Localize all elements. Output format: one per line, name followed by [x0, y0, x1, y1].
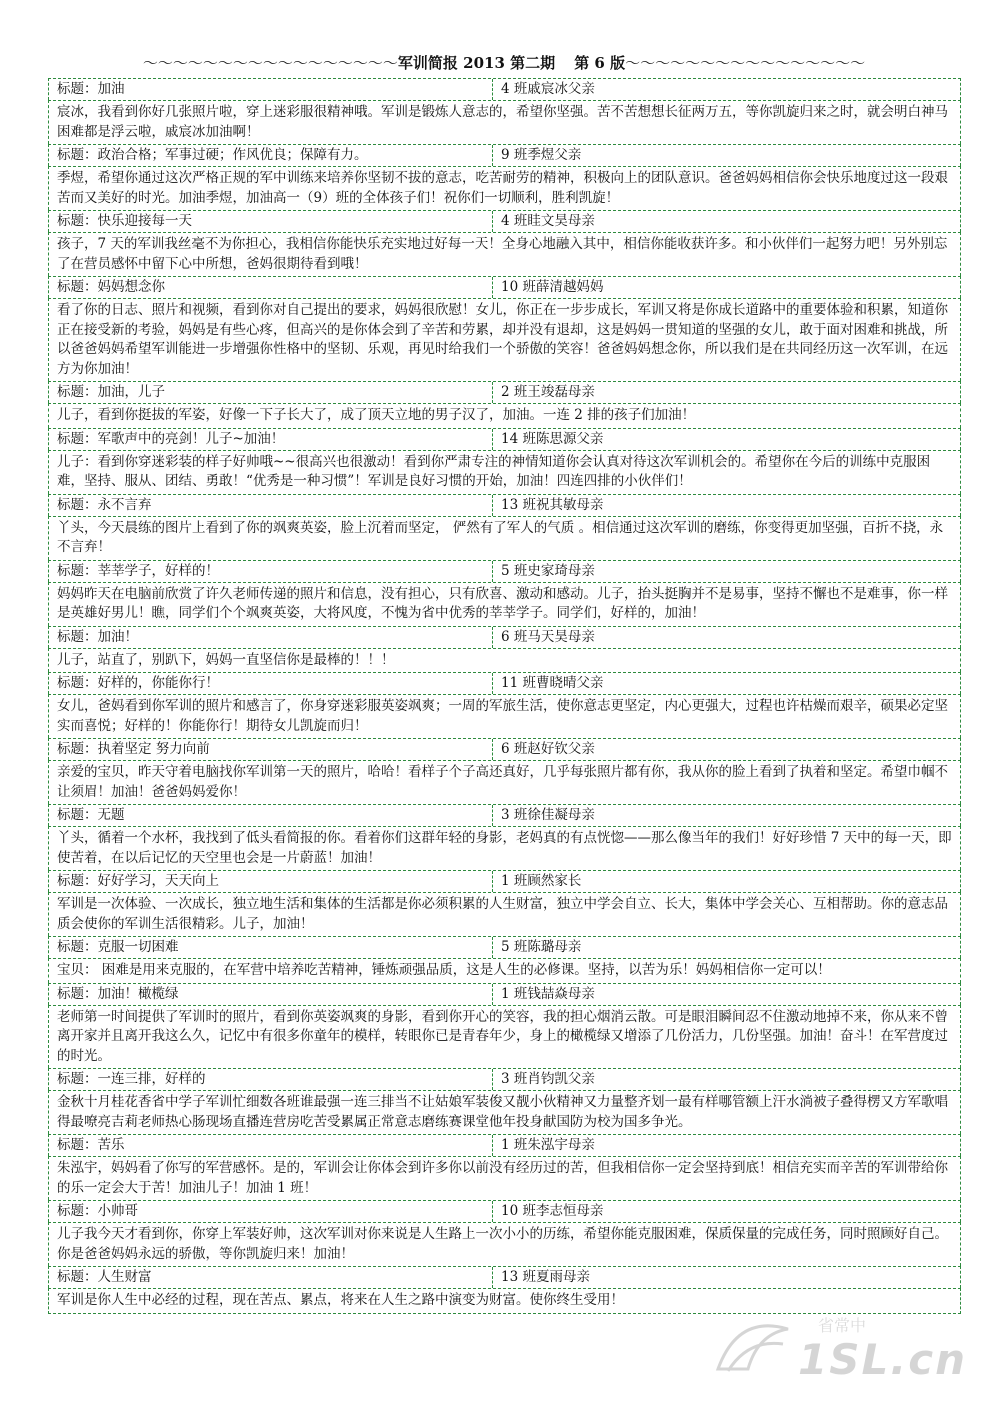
entry-author: 9 班季煜父亲 [501, 147, 582, 163]
entry-header-row [48, 210, 961, 232]
entry-author: 1 班钱喆焱母亲 [501, 985, 595, 1002]
entry-title: 标题：加油！橄榄绿 [49, 984, 493, 1005]
entry-author: 10 班李志恒母亲 [501, 1203, 604, 1219]
entry-header-row [48, 1134, 961, 1156]
entry-body: 丫头，今天晨练的图片上看到了你的飒爽英姿，脸上沉着而坚定， 俨然有了军人的气质 。相信通过这次军训的磨练，你变得更加坚强，百折不挠，永不言弃！ [48, 516, 961, 560]
entry-title: 标题：好好学习，天天向上 [49, 871, 493, 892]
entry-header-row [48, 1200, 961, 1222]
entry-author: 10 班薛清越妈妈 [501, 279, 604, 295]
site-watermark [708, 1305, 978, 1385]
entry-body: 丫头，循着一个水杯，我找到了低头看简报的你。看着你们这群年轻的身影，老妈真的有点恍惚——那么像当年的我们！好好珍惜 7 天中的每一天，即使苦着，在以后记忆的天空里也会是一片蔚蓝！加油！ [48, 826, 961, 870]
entry-title: 标题：永不言弃 [49, 495, 493, 516]
entry-title: 标题：小帅哥 [49, 1201, 493, 1222]
entry-header-row [48, 672, 961, 694]
entry-body: 军训是一次体验、一次成长，独立地生活和集体的生活都是你必须积累的人生财富，独立中学会自立、长大，集体中学会关心、互相帮助。你的意志品质会使你的军训生活很精彩。儿子，加油！ [48, 892, 961, 936]
entry-title: 标题：执着坚定 努力向前 [49, 739, 493, 760]
watermark-text: 1SL.cn [798, 1335, 967, 1384]
entry-header-row [48, 560, 961, 582]
entry-body: 宝贝： 困难是用来克服的，在军营中培养吃苦精神，锤炼顽强品质，这是人生的必修课。坚持，以苦为乐！妈妈相信你一定可以！ [48, 958, 961, 983]
header-wave-right: ～～～～～～～～～～～～～～～～ [625, 54, 866, 72]
entry-body: 宸冰，我看到你好几张照片啦，穿上迷彩服很精神哦。军训是锻炼人意志的，希望你坚强。苦不苦想想长征两万五，等你凯旋归来之时，就会明白神马困难都是浮云啦，戚宸冰加油啊！ [48, 100, 961, 144]
entry-body: 看了你的日志、照片和视频，看到你对自己提出的要求，妈妈很欣慰！女儿，你正在一步步成长，军训又将是你成长道路中的重要体验和积累，知道你正在接受新的考验，妈妈是有些心疼，但高兴的是你体会到了辛苦和劳累，却并没有退却，这是妈妈一贯知道的坚强的女儿，敢于面对困难和挑战，所以爸爸妈妈希望军训能进一步增强你性格中的坚韧、乐观，再见时给我们一个骄傲的笑容！爸爸妈妈想念你，所以我们是在共同经历这一次军训，在远方为你加油！ [48, 298, 961, 381]
entry-header-row [48, 870, 961, 892]
entry-title: 标题：无题 [49, 805, 493, 826]
entry-author: 11 班曹晓晴父亲 [501, 675, 604, 691]
entry-header-row [48, 428, 961, 450]
entry-author: 14 班陈思源父亲 [501, 430, 604, 447]
entry-body: 儿子，看到你挺拔的军姿，好像一下子长大了，成了顶天立地的男子汉了，加油。一连 2 排的孩子们加油！ [48, 403, 961, 428]
entry-title: 标题：苦乐 [49, 1135, 493, 1156]
entry-body: 季煜，希望你通过这次严格正规的军中训练来培养你坚韧不拔的意志，吃苦耐劳的精神，积极向上的团队意识。爸爸妈妈相信你会快乐地度过这一段艰苦而又美好的时光。加油季煜，加油高一（9）班的全体孩子们！祝你们一切顺利，胜利凯旋！ [48, 166, 961, 210]
header-title: 军训简报 2013 第二期 [397, 54, 556, 72]
entry-header-row [48, 626, 961, 648]
entry-title: 标题：军歌声中的亮剑！儿子~加油！ [49, 429, 493, 450]
entry-author: 4 班眭文昊母亲 [501, 213, 595, 229]
entry-author: 13 班祝其敏母亲 [501, 496, 604, 513]
watermark-sub: 省常中 [818, 1316, 867, 1335]
entry-body: 儿子：看到你穿迷彩装的样子好帅哦~~很高兴也很激动！看到你严肃专注的神情知道你会认真对待这次军训机会的。希望你在今后的训练中克服困难，坚持、服从、团结、勇敢！“优秀是一种习惯”！军训是良好习惯的开始，加油！四连四排的小伙伴们！ [48, 450, 961, 494]
entry-body: 儿子我今天才看到你，你穿上军装好帅，这次军训对你来说是人生路上一次小小的历练，希望你能克服困难，保质保量的完成任务，同时照顾好自己。你是爸爸妈妈永远的骄傲，等你凯旋归来！加油！ [48, 1222, 961, 1266]
entry-title: 标题：快乐迎接每一天 [49, 211, 493, 232]
entry-author: 13 班夏雨母亲 [501, 1269, 590, 1285]
entry-header-row [48, 1266, 961, 1288]
entry-header-row [48, 276, 961, 298]
entry-title: 标题：克服一切困难 [49, 937, 493, 958]
entry-title: 标题：好样的，你能你行！ [49, 673, 493, 694]
entry-title: 标题：莘莘学子，好样的！ [49, 561, 493, 582]
entry-author: 4 班戚宸冰父亲 [501, 81, 595, 97]
entry-title: 标题：加油 [49, 79, 493, 100]
entry-author: 5 班陈璐母亲 [501, 939, 582, 955]
entry-body: 老师第一时间提供了军训时的照片，看到你英姿飒爽的身影，看到你开心的笑容，我的担心烟消云散。可是眼泪瞬间忍不住激动地掉不来，你从来不曾离开家并且离开我这么久，记忆中有很多你童年的模样，转眼你已是青春年少，身上的橄榄绿又增添了几份活力，几份坚强。加油！奋斗！在军营度过的时光。 [48, 1005, 961, 1069]
entry-title: 标题：政治合格；军事过硬；作风优良；保障有力。 [49, 145, 493, 166]
entry-header-row [48, 738, 961, 760]
entry-body: 亲爱的宝贝，昨天守着电脑找你军训第一天的照片，哈哈！看样子个子高还真好，几乎每张照片都有你，我从你的脸上看到了执着和坚定。希望巾帼不让须眉！加油！爸爸妈妈爱你！ [48, 760, 961, 804]
entry-body: 女儿，爸妈看到你军训的照片和感言了，你身穿迷彩服英姿飒爽；一周的军旅生活，使你意志更坚定，内心更强大，过程也许枯燥而艰辛，硕果必定坚实而喜悦；好样的！你能你行！期待女儿凯旋而归！ [48, 694, 961, 738]
header-wave-left: ～～～～～～～～～～～～～～～～～ [142, 54, 398, 72]
message-table [48, 78, 961, 1314]
entry-body: 朱泓宇，妈妈看了你写的军营感怀。是的，军训会让你体会到许多你以前没有经历过的苦，但我相信你一定会坚持到底！相信充实而辛苦的军训带给你的乐一定会大于苦！加油儿子！加油 1 班！ [48, 1156, 961, 1200]
entry-header-row [48, 936, 961, 958]
entry-header-row [48, 381, 961, 403]
page-header [48, 52, 960, 74]
entry-body: 儿子，站直了，别趴下，妈妈一直坚信你是最棒的！！！ [48, 648, 961, 673]
entry-header-row [48, 804, 961, 826]
entry-body: 孩子，7 天的军训我丝毫不为你担心，我相信你能快乐充实地过好每一天！全身心地融入其中，相信你能收获许多。和小伙伴们一起努力吧！另外别忘了在营员感怀中留下心中所想，爸妈很期待看到哦！ [48, 232, 961, 276]
entry-title: 标题：妈妈想念你 [49, 277, 493, 298]
watermark-logo-icon [708, 1309, 798, 1379]
entry-header-row [48, 144, 961, 166]
entry-author: 6 班马天昊母亲 [501, 628, 595, 645]
entry-header-row [48, 1068, 961, 1090]
entry-author: 5 班史家琦母亲 [501, 562, 595, 579]
entry-author: 3 班肖钧凯父亲 [501, 1071, 595, 1087]
entry-title: 标题：加油！ [49, 627, 493, 648]
entry-body: 金秋十月桂花香省中学子军训忙细数各班谁最强一连三排当不让姑娘军装俊又靓小伙精神又力量整齐划一最有样哪管额上汗水淌被子叠得楞又方军歌唱得最嘹亮吉莉老师热心肠现场直播连营房吃苦受累属正常意志磨练赛课堂他年投身献国防为校为国多争光。 [48, 1090, 961, 1134]
entry-author: 6 班赵好钦父亲 [501, 741, 595, 757]
entry-header-row [48, 78, 961, 100]
entry-title: 标题：人生财富 [49, 1267, 493, 1288]
entry-author: 1 班朱泓宇母亲 [501, 1137, 595, 1153]
entry-body: 妈妈昨天在电脑前欣赏了许久老师传递的照片和信息，没有担心，只有欣喜、激动和感动。儿子，抬头挺胸并不是易事，坚持不懈也不是难事，你一样是英雄好男儿！瞧，同学们个个飒爽英姿，大将风度，不愧为省中优秀的莘莘学子。同学们，好样的，加油！ [48, 582, 961, 626]
entry-header-row [48, 494, 961, 516]
header-page-number: 第 6 版 [574, 54, 626, 72]
entry-author: 1 班顾然家长 [501, 873, 582, 889]
entry-author: 3 班徐佳凝母亲 [501, 807, 595, 823]
entry-author: 2 班王竣磊母亲 [501, 384, 595, 400]
entry-title: 标题：加油，儿子 [49, 382, 493, 403]
entry-header-row [48, 983, 961, 1005]
entry-body: 军训是你人生中必经的过程，现在苦点、累点，将来在人生之路中演变为财富。使你终生受用！ [48, 1288, 961, 1314]
entry-title: 标题：一连三排，好样的 [49, 1069, 493, 1090]
